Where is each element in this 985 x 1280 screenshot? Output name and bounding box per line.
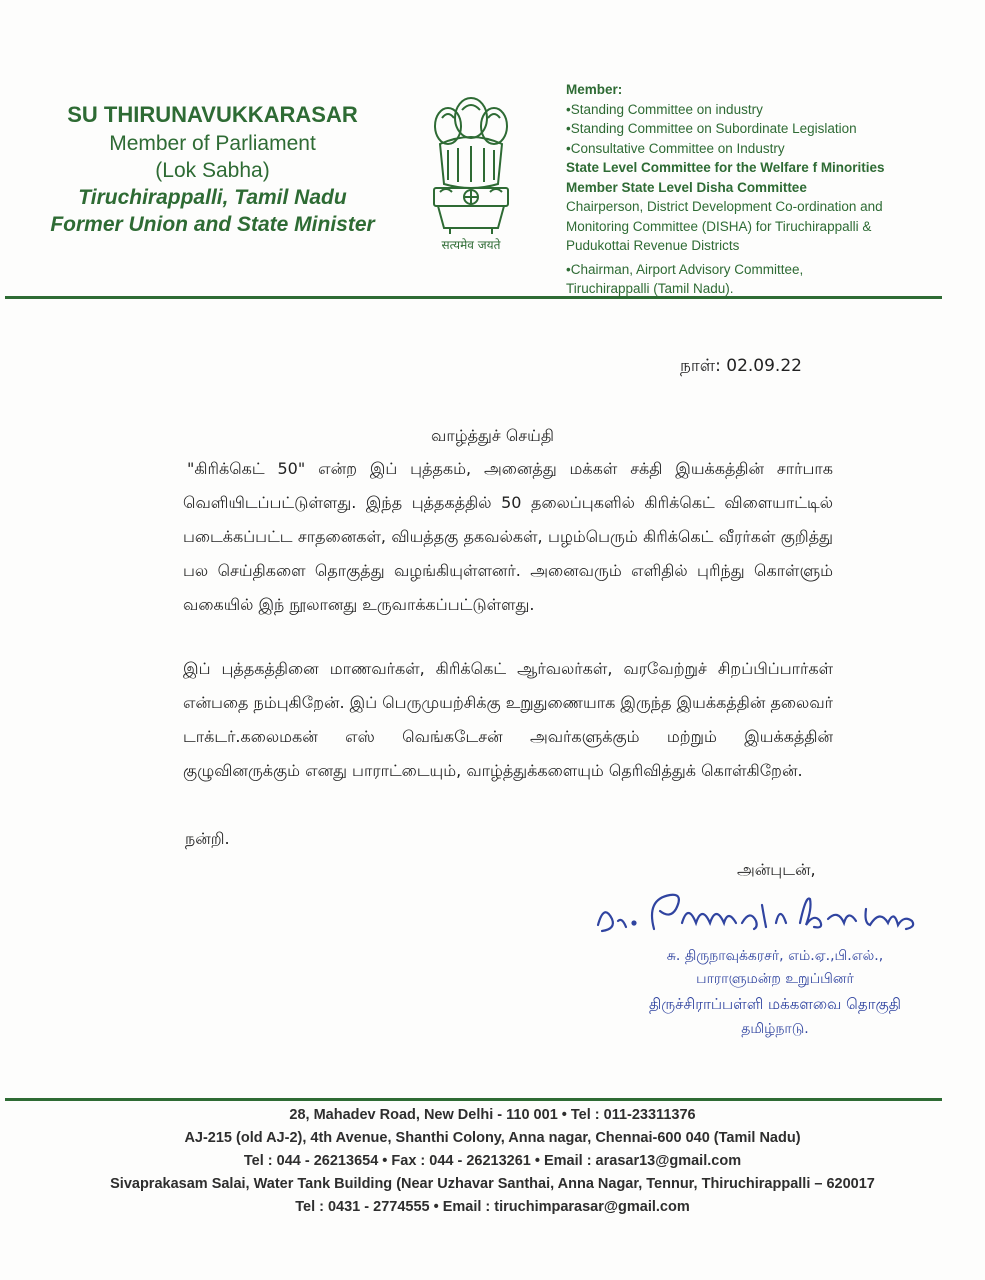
emblem-motto: सत्यमेव जयते [441, 238, 501, 252]
footer-addresses [0, 1104, 985, 1219]
mp-details [20, 100, 405, 238]
member-item: •Standing Committee on industry [566, 101, 763, 117]
footer-line: Tel : 0431 - 2774555 • Email : tiruchimparasar@gmail.com [295, 1199, 690, 1215]
footer-line: 28, Mahadev Road, New Delhi - 110 001 • Tel : 011-23311376 [289, 1107, 696, 1123]
mp-name: SU THIRUNAVUKKARASAR [67, 102, 358, 127]
member-item: •Standing Committee on Subordinate Legislation [566, 121, 857, 136]
signatory-role: பாராளுமன்ற உறுப்பினர் [696, 971, 854, 987]
signatory-name: சு. திருநாவுக்கரசர், எம்.ஏ.,பி.எல்., [666, 948, 884, 964]
letter-paragraph: "கிரிக்கெட் 50" என்ற இப் புத்தகம், அனைத்து மக்கள் சக்தி இயக்கத்தின் சார்பாக வெளியிடப்பட்டுள்ளது. இந்த புத்தகத்தில் 50 தலைப்புகளில் கிரிக்கெட் விளையாட்டில் படைக்கப்பட்ட சாதனைகள், வியத்தகு தகவல்கள், பழம்பெரும் கிரிக்கெட் வீரர்கள் குறித்து பல செய்திகளை தொகுத்து வழங்கியுள்ளனர். அனைவரும் எளிதில் புரிந்து கொள்ளும் வகையில் இந் நூலானது உருவாக்கப்பட்டுள்ளது. [183, 459, 833, 614]
airport-line: •Chairman, Airport Advisory Committee, [566, 261, 804, 277]
airport-line: Tiruchirappalli (Tamil Nadu). [566, 281, 734, 296]
footer-divider [5, 1098, 942, 1101]
signatory-state: தமிழ்நாடு. [741, 1021, 809, 1037]
letter-date: நாள்: 02.09.22 [680, 356, 802, 376]
letter-heading: வாழ்த்துச் செய்தி [431, 426, 554, 445]
national-emblem-icon [418, 88, 524, 256]
chair-line: Chairperson, District Development Co-ordination and [566, 199, 883, 214]
member-label: Member: [566, 82, 623, 97]
chair-line: Pudukottai Revenue Districts [566, 238, 740, 253]
member-bold-item: Member State Level Disha Committee [566, 179, 807, 195]
footer-line: AJ-215 (old AJ-2), 4th Avenue, Shanthi Colony, Anna nagar, Chennai-600 040 (Tamil Nadu) [184, 1130, 801, 1146]
handwritten-signature [590, 885, 960, 945]
footer-line: Tel : 044 - 26213654 • Fax : 044 - 26213261 • Email : arasar13@gmail.com [243, 1153, 742, 1169]
mp-former-role: Former Union and State Minister [50, 213, 375, 236]
mp-title: Member of Parliament [109, 132, 316, 155]
member-bold-item: State Level Committee for the Welfare f Minorities [566, 160, 885, 175]
mp-constituency: Tiruchirappalli, Tamil Nadu [78, 186, 347, 209]
letter-thanks: நன்றி. [185, 829, 230, 848]
chair-line: Monitoring Committee (DISHA) for Tiruchirappalli & [566, 218, 872, 234]
member-item: •Consultative Committee on Industry [566, 140, 785, 156]
letter-paragraph: இப் புத்தகத்தினை மாணவர்கள், கிரிக்கெட் ஆர்வலர்கள், வரவேற்றுச் சிறப்பிப்பார்கள் என்பதை நம்புகிறேன். இப் பெருமுயற்சிக்கு உறுதுணையாக இருந்த இயக்கத்தின் தலைவர் டாக்டர்.கலைமகன் எஸ் வெங்கடேசன் அவர்களுக்கும் மற்றும் இயக்கத்தின் குழுவினருக்கும் எனது பாராட்டையும், வாழ்த்துக்களையும் தெரிவித்துக் கொள்கிறேன். [183, 659, 833, 780]
header-divider [5, 296, 942, 299]
committee-memberships [566, 80, 966, 299]
footer-line: Sivaprakasam Salai, Water Tank Building (Near Uzhavar Santhai, Anna Nagar, Tennur, Thiruchirappalli – 620017 [110, 1176, 875, 1192]
letter-closing: அன்புடன், [737, 860, 816, 879]
mp-house: (Lok Sabha) [155, 159, 270, 182]
signatory-constituency: திருச்சிராப்பள்ளி மக்களவை தொகுதி [649, 995, 901, 1013]
